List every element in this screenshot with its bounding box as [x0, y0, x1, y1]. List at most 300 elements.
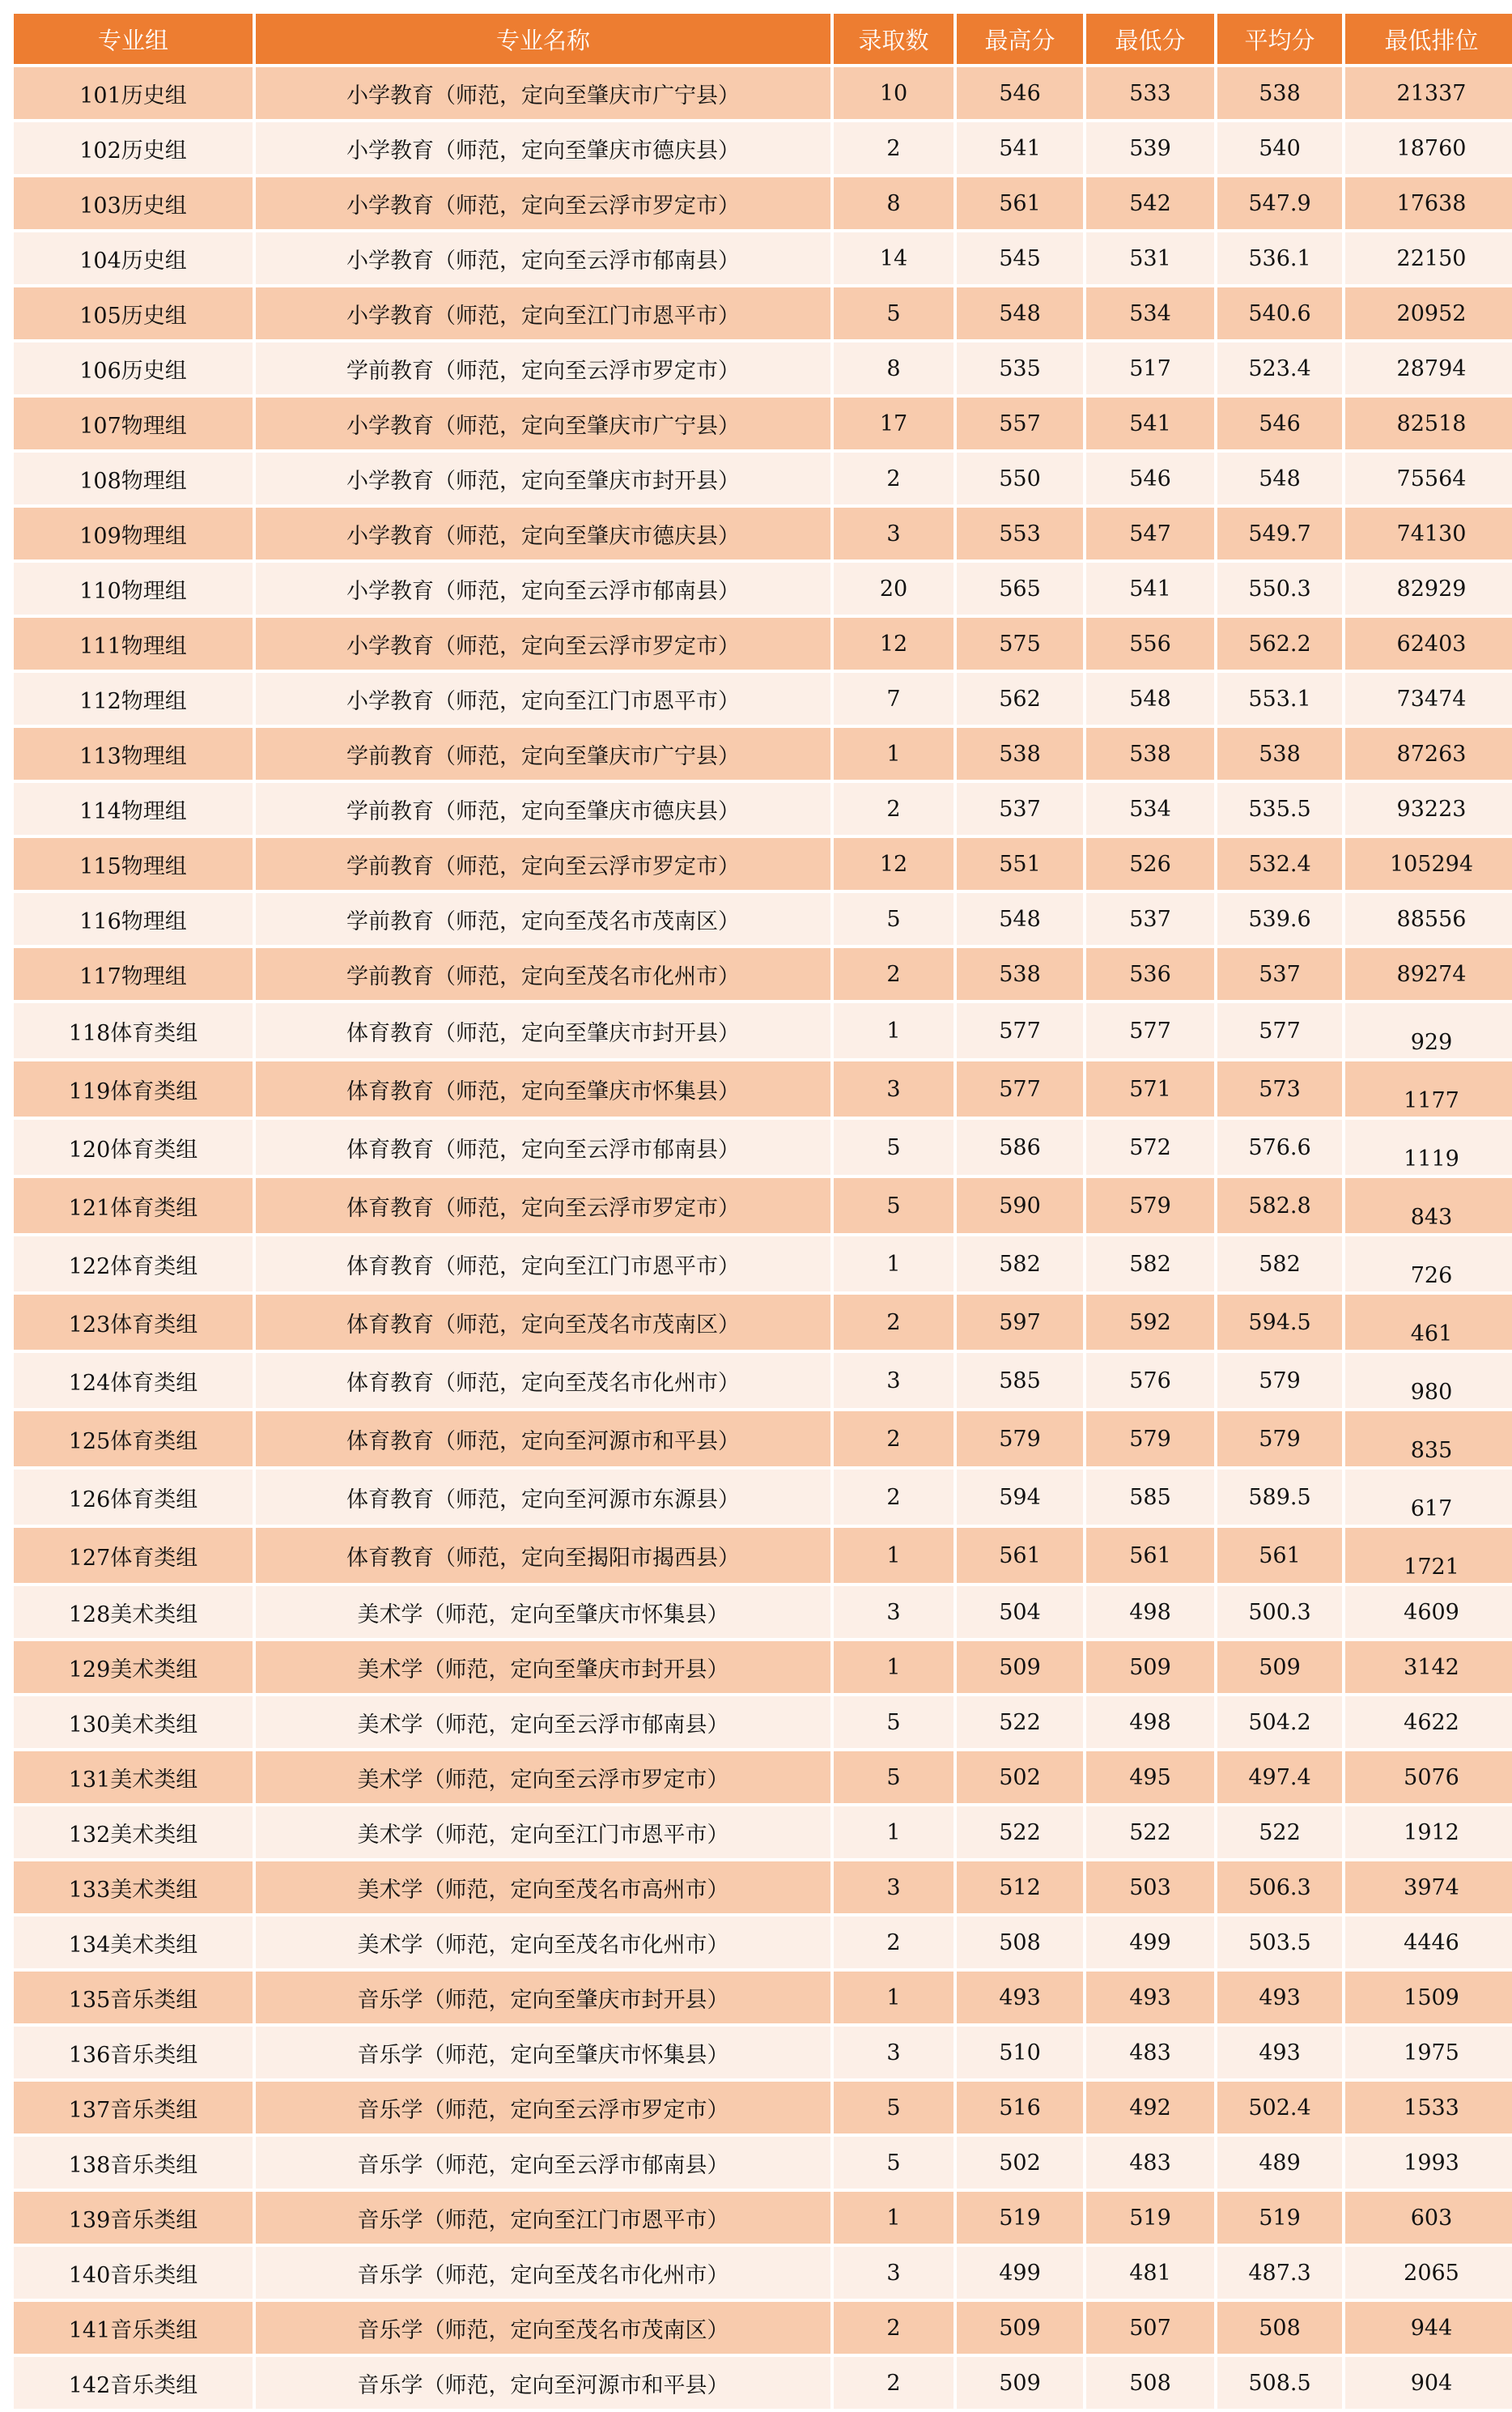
avg-score-cell: 582 [1217, 1236, 1342, 1291]
major-cell: 学前教育（师范，定向至肇庆市德庆县） [256, 783, 830, 835]
avg-score-cell: 535.5 [1217, 783, 1342, 835]
header-avg-score: 平均分 [1217, 14, 1342, 64]
admitted-cell: 17 [834, 398, 953, 449]
group-cell: 142音乐类组 [14, 2357, 253, 2409]
admitted-cell: 2 [834, 1470, 953, 1525]
min-rank-cell: 3142 [1345, 1641, 1512, 1693]
min-rank-cell: 4446 [1345, 1916, 1512, 1968]
avg-score-cell: 497.4 [1217, 1751, 1342, 1803]
admitted-cell: 14 [834, 232, 953, 284]
admitted-cell: 1 [834, 2192, 953, 2244]
table-row [14, 2137, 1512, 2189]
table-row [14, 2082, 1512, 2133]
min-score-cell: 577 [1086, 1003, 1214, 1058]
avg-score-cell: 547.9 [1217, 177, 1342, 229]
major-cell: 音乐学（师范，定向至云浮市郁南县） [256, 2137, 830, 2189]
admitted-cell: 1 [834, 1806, 953, 1858]
table-row [14, 2357, 1512, 2409]
header-min-score: 最低分 [1086, 14, 1214, 64]
max-score-cell: 548 [957, 893, 1083, 945]
major-cell: 体育教育（师范，定向至肇庆市封开县） [256, 1003, 830, 1058]
min-rank-cell: 1533 [1345, 2082, 1512, 2133]
min-score-cell: 533 [1086, 67, 1214, 119]
avg-score-cell: 536.1 [1217, 232, 1342, 284]
major-cell: 体育教育（师范，定向至肇庆市怀集县） [256, 1061, 830, 1117]
group-cell: 116物理组 [14, 893, 253, 945]
major-cell: 音乐学（师范，定向至茂名市化州市） [256, 2247, 830, 2299]
max-score-cell: 551 [957, 838, 1083, 890]
min-rank-cell: 1119 [1345, 1120, 1512, 1175]
max-score-cell: 561 [957, 1528, 1083, 1583]
admitted-cell: 3 [834, 2247, 953, 2299]
min-score-cell: 517 [1086, 342, 1214, 394]
min-score-cell: 579 [1086, 1411, 1214, 1466]
min-rank-cell: 73474 [1345, 673, 1512, 725]
major-cell: 小学教育（师范，定向至云浮市郁南县） [256, 232, 830, 284]
group-cell: 103历史组 [14, 177, 253, 229]
max-score-cell: 550 [957, 453, 1083, 504]
avg-score-cell: 589.5 [1217, 1470, 1342, 1525]
admitted-cell: 2 [834, 1411, 953, 1466]
min-rank-cell: 105294 [1345, 838, 1512, 890]
group-cell: 124体育类组 [14, 1353, 253, 1408]
max-score-cell: 499 [957, 2247, 1083, 2299]
major-cell: 体育教育（师范，定向至河源市和平县） [256, 1411, 830, 1466]
avg-score-cell: 562.2 [1217, 618, 1342, 670]
admitted-cell: 10 [834, 67, 953, 119]
major-cell: 学前教育（师范，定向至茂名市茂南区） [256, 893, 830, 945]
table-row [14, 1696, 1512, 1748]
avg-score-cell: 549.7 [1217, 508, 1342, 559]
major-cell: 体育教育（师范，定向至云浮市郁南县） [256, 1120, 830, 1175]
group-cell: 137音乐类组 [14, 2082, 253, 2133]
max-score-cell: 538 [957, 728, 1083, 780]
admitted-cell: 5 [834, 1178, 953, 1233]
admitted-cell: 20 [834, 563, 953, 615]
table-row [14, 783, 1512, 835]
max-score-cell: 504 [957, 1586, 1083, 1638]
major-cell: 小学教育（师范，定向至江门市恩平市） [256, 673, 830, 725]
min-score-cell: 526 [1086, 838, 1214, 890]
group-cell: 110物理组 [14, 563, 253, 615]
min-rank-cell: 1975 [1345, 2027, 1512, 2078]
min-score-cell: 547 [1086, 508, 1214, 559]
table-row [14, 2192, 1512, 2244]
min-rank-cell: 1509 [1345, 1972, 1512, 2023]
header-admitted: 录取数 [834, 14, 953, 64]
table-row [14, 122, 1512, 174]
min-score-cell: 507 [1086, 2302, 1214, 2354]
admitted-cell: 1 [834, 1972, 953, 2023]
min-rank-cell: 82518 [1345, 398, 1512, 449]
min-score-cell: 541 [1086, 563, 1214, 615]
admitted-cell: 5 [834, 893, 953, 945]
major-cell: 体育教育（师范，定向至揭阳市揭西县） [256, 1528, 830, 1583]
table-row [14, 1751, 1512, 1803]
max-score-cell: 502 [957, 1751, 1083, 1803]
major-cell: 音乐学（师范，定向至江门市恩平市） [256, 2192, 830, 2244]
min-rank-cell: 89274 [1345, 948, 1512, 1000]
max-score-cell: 502 [957, 2137, 1083, 2189]
table-row [14, 2302, 1512, 2354]
min-score-cell: 536 [1086, 948, 1214, 1000]
min-rank-cell: 88556 [1345, 893, 1512, 945]
major-cell: 音乐学（师范，定向至肇庆市怀集县） [256, 2027, 830, 2078]
admission-scores-table [11, 11, 1512, 2412]
admitted-cell: 5 [834, 1696, 953, 1748]
min-score-cell: 498 [1086, 1696, 1214, 1748]
avg-score-cell: 538 [1217, 728, 1342, 780]
min-rank-cell: 20952 [1345, 287, 1512, 339]
major-cell: 体育教育（师范，定向至茂名市茂南区） [256, 1295, 830, 1350]
max-score-cell: 508 [957, 1916, 1083, 1968]
avg-score-cell: 519 [1217, 2192, 1342, 2244]
major-cell: 小学教育（师范，定向至肇庆市广宁县） [256, 67, 830, 119]
avg-score-cell: 509 [1217, 1641, 1342, 1693]
table-row [14, 287, 1512, 339]
max-score-cell: 509 [957, 1641, 1083, 1693]
group-cell: 129美术类组 [14, 1641, 253, 1693]
min-score-cell: 522 [1086, 1806, 1214, 1858]
admitted-cell: 12 [834, 618, 953, 670]
major-cell: 小学教育（师范，定向至江门市恩平市） [256, 287, 830, 339]
table-row [14, 728, 1512, 780]
min-rank-cell: 1177 [1345, 1061, 1512, 1117]
min-rank-cell: 21337 [1345, 67, 1512, 119]
max-score-cell: 590 [957, 1178, 1083, 1233]
min-score-cell: 538 [1086, 728, 1214, 780]
table-body [14, 67, 1512, 2409]
table-row [14, 618, 1512, 670]
min-rank-cell: 1912 [1345, 1806, 1512, 1858]
avg-score-cell: 503.5 [1217, 1916, 1342, 1968]
major-cell: 音乐学（师范，定向至云浮市罗定市） [256, 2082, 830, 2133]
min-score-cell: 548 [1086, 673, 1214, 725]
min-score-cell: 585 [1086, 1470, 1214, 1525]
avg-score-cell: 594.5 [1217, 1295, 1342, 1350]
min-score-cell: 571 [1086, 1061, 1214, 1117]
major-cell: 小学教育（师范，定向至肇庆市德庆县） [256, 122, 830, 174]
admitted-cell: 1 [834, 1641, 953, 1693]
group-cell: 136音乐类组 [14, 2027, 253, 2078]
table-row [14, 838, 1512, 890]
table-row [14, 673, 1512, 725]
major-cell: 小学教育（师范，定向至云浮市郁南县） [256, 563, 830, 615]
min-rank-cell: 843 [1345, 1178, 1512, 1233]
max-score-cell: 537 [957, 783, 1083, 835]
admitted-cell: 5 [834, 1120, 953, 1175]
group-cell: 123体育类组 [14, 1295, 253, 1350]
avg-score-cell: 493 [1217, 2027, 1342, 2078]
max-score-cell: 522 [957, 1696, 1083, 1748]
admitted-cell: 3 [834, 1353, 953, 1408]
avg-score-cell: 546 [1217, 398, 1342, 449]
min-rank-cell: 1721 [1345, 1528, 1512, 1583]
admitted-cell: 3 [834, 508, 953, 559]
min-score-cell: 542 [1086, 177, 1214, 229]
max-score-cell: 541 [957, 122, 1083, 174]
group-cell: 115物理组 [14, 838, 253, 890]
table-row [14, 232, 1512, 284]
avg-score-cell: 539.6 [1217, 893, 1342, 945]
min-score-cell: 531 [1086, 232, 1214, 284]
max-score-cell: 522 [957, 1806, 1083, 1858]
min-score-cell: 582 [1086, 1236, 1214, 1291]
max-score-cell: 509 [957, 2357, 1083, 2409]
min-rank-cell: 82929 [1345, 563, 1512, 615]
admitted-cell: 5 [834, 1751, 953, 1803]
min-score-cell: 534 [1086, 287, 1214, 339]
min-score-cell: 576 [1086, 1353, 1214, 1408]
major-cell: 音乐学（师范，定向至河源市和平县） [256, 2357, 830, 2409]
avg-score-cell: 493 [1217, 1972, 1342, 2023]
admitted-cell: 2 [834, 948, 953, 1000]
major-cell: 美术学（师范，定向至肇庆市怀集县） [256, 1586, 830, 1638]
table-row [14, 1178, 1512, 1233]
group-cell: 140音乐类组 [14, 2247, 253, 2299]
min-rank-cell: 461 [1345, 1295, 1512, 1350]
max-score-cell: 545 [957, 232, 1083, 284]
group-cell: 120体育类组 [14, 1120, 253, 1175]
group-cell: 117物理组 [14, 948, 253, 1000]
max-score-cell: 557 [957, 398, 1083, 449]
admitted-cell: 3 [834, 1586, 953, 1638]
major-cell: 学前教育（师范，定向至肇庆市广宁县） [256, 728, 830, 780]
min-rank-cell: 93223 [1345, 783, 1512, 835]
major-cell: 小学教育（师范，定向至肇庆市德庆县） [256, 508, 830, 559]
admitted-cell: 3 [834, 1061, 953, 1117]
avg-score-cell: 506.3 [1217, 1861, 1342, 1913]
max-score-cell: 561 [957, 177, 1083, 229]
max-score-cell: 562 [957, 673, 1083, 725]
group-cell: 135音乐类组 [14, 1972, 253, 2023]
min-rank-cell: 929 [1345, 1003, 1512, 1058]
min-score-cell: 556 [1086, 618, 1214, 670]
min-score-cell: 508 [1086, 2357, 1214, 2409]
group-cell: 139音乐类组 [14, 2192, 253, 2244]
min-score-cell: 579 [1086, 1178, 1214, 1233]
max-score-cell: 493 [957, 1972, 1083, 2023]
max-score-cell: 512 [957, 1861, 1083, 1913]
table-row [14, 1295, 1512, 1350]
table-row [14, 342, 1512, 394]
major-cell: 音乐学（师范，定向至肇庆市封开县） [256, 1972, 830, 2023]
min-score-cell: 509 [1086, 1641, 1214, 1693]
admitted-cell: 5 [834, 2082, 953, 2133]
avg-score-cell: 548 [1217, 453, 1342, 504]
max-score-cell: 585 [957, 1353, 1083, 1408]
avg-score-cell: 502.4 [1217, 2082, 1342, 2133]
admitted-cell: 2 [834, 122, 953, 174]
max-score-cell: 597 [957, 1295, 1083, 1350]
min-score-cell: 546 [1086, 453, 1214, 504]
avg-score-cell: 550.3 [1217, 563, 1342, 615]
table-row [14, 2247, 1512, 2299]
group-cell: 104历史组 [14, 232, 253, 284]
admitted-cell: 2 [834, 453, 953, 504]
avg-score-cell: 532.4 [1217, 838, 1342, 890]
min-rank-cell: 62403 [1345, 618, 1512, 670]
table-row [14, 508, 1512, 559]
avg-score-cell: 540.6 [1217, 287, 1342, 339]
max-score-cell: 548 [957, 287, 1083, 339]
avg-score-cell: 577 [1217, 1003, 1342, 1058]
min-rank-cell: 74130 [1345, 508, 1512, 559]
header-min-rank: 最低排位 [1345, 14, 1512, 64]
group-cell: 133美术类组 [14, 1861, 253, 1913]
table-row [14, 1806, 1512, 1858]
table-row [14, 2027, 1512, 2078]
min-score-cell: 483 [1086, 2137, 1214, 2189]
admitted-cell: 2 [834, 1916, 953, 1968]
group-cell: 130美术类组 [14, 1696, 253, 1748]
group-cell: 125体育类组 [14, 1411, 253, 1466]
admitted-cell: 2 [834, 783, 953, 835]
min-rank-cell: 726 [1345, 1236, 1512, 1291]
table-row [14, 1120, 1512, 1175]
table-row [14, 453, 1512, 504]
group-cell: 106历史组 [14, 342, 253, 394]
min-score-cell: 492 [1086, 2082, 1214, 2133]
min-rank-cell: 835 [1345, 1411, 1512, 1466]
min-rank-cell: 944 [1345, 2302, 1512, 2354]
major-cell: 音乐学（师范，定向至茂名市茂南区） [256, 2302, 830, 2354]
header-row [14, 14, 1512, 64]
major-cell: 美术学（师范，定向至茂名市化州市） [256, 1916, 830, 1968]
major-cell: 体育教育（师范，定向至茂名市化州市） [256, 1353, 830, 1408]
table-row [14, 1470, 1512, 1525]
table-row [14, 1061, 1512, 1117]
major-cell: 小学教育（师范，定向至肇庆市封开县） [256, 453, 830, 504]
group-cell: 127体育类组 [14, 1528, 253, 1583]
max-score-cell: 519 [957, 2192, 1083, 2244]
group-cell: 132美术类组 [14, 1806, 253, 1858]
min-score-cell: 481 [1086, 2247, 1214, 2299]
min-rank-cell: 87263 [1345, 728, 1512, 780]
avg-score-cell: 576.6 [1217, 1120, 1342, 1175]
min-rank-cell: 980 [1345, 1353, 1512, 1408]
admitted-cell: 2 [834, 2302, 953, 2354]
major-cell: 小学教育（师范，定向至肇庆市广宁县） [256, 398, 830, 449]
avg-score-cell: 540 [1217, 122, 1342, 174]
major-cell: 学前教育（师范，定向至云浮市罗定市） [256, 342, 830, 394]
group-cell: 102历史组 [14, 122, 253, 174]
min-rank-cell: 1993 [1345, 2137, 1512, 2189]
group-cell: 107物理组 [14, 398, 253, 449]
avg-score-cell: 579 [1217, 1411, 1342, 1466]
avg-score-cell: 522 [1217, 1806, 1342, 1858]
group-cell: 126体育类组 [14, 1470, 253, 1525]
table-row [14, 563, 1512, 615]
admitted-cell: 2 [834, 1295, 953, 1350]
min-score-cell: 572 [1086, 1120, 1214, 1175]
min-score-cell: 519 [1086, 2192, 1214, 2244]
max-score-cell: 565 [957, 563, 1083, 615]
group-cell: 128美术类组 [14, 1586, 253, 1638]
table-row [14, 1916, 1512, 1968]
table-row [14, 1972, 1512, 2023]
min-score-cell: 537 [1086, 893, 1214, 945]
major-cell: 体育教育（师范，定向至河源市东源县） [256, 1470, 830, 1525]
table-row [14, 177, 1512, 229]
table-row [14, 1861, 1512, 1913]
group-cell: 119体育类组 [14, 1061, 253, 1117]
max-score-cell: 582 [957, 1236, 1083, 1291]
min-score-cell: 539 [1086, 122, 1214, 174]
admitted-cell: 8 [834, 342, 953, 394]
group-cell: 111物理组 [14, 618, 253, 670]
min-score-cell: 561 [1086, 1528, 1214, 1583]
major-cell: 美术学（师范，定向至肇庆市封开县） [256, 1641, 830, 1693]
admitted-cell: 3 [834, 1861, 953, 1913]
table-row [14, 948, 1512, 1000]
min-score-cell: 503 [1086, 1861, 1214, 1913]
group-cell: 134美术类组 [14, 1916, 253, 1968]
min-score-cell: 592 [1086, 1295, 1214, 1350]
min-score-cell: 483 [1086, 2027, 1214, 2078]
group-cell: 121体育类组 [14, 1178, 253, 1233]
major-cell: 体育教育（师范，定向至云浮市罗定市） [256, 1178, 830, 1233]
min-rank-cell: 75564 [1345, 453, 1512, 504]
header-max-score: 最高分 [957, 14, 1083, 64]
major-cell: 小学教育（师范，定向至云浮市罗定市） [256, 618, 830, 670]
table-row [14, 1003, 1512, 1058]
avg-score-cell: 500.3 [1217, 1586, 1342, 1638]
avg-score-cell: 508.5 [1217, 2357, 1342, 2409]
group-cell: 138音乐类组 [14, 2137, 253, 2189]
avg-score-cell: 561 [1217, 1528, 1342, 1583]
admitted-cell: 7 [834, 673, 953, 725]
table-row [14, 1236, 1512, 1291]
table-row [14, 1641, 1512, 1693]
group-cell: 105历史组 [14, 287, 253, 339]
admitted-cell: 12 [834, 838, 953, 890]
header-group: 专业组 [14, 14, 253, 64]
major-cell: 学前教育（师范，定向至茂名市化州市） [256, 948, 830, 1000]
avg-score-cell: 523.4 [1217, 342, 1342, 394]
group-cell: 131美术类组 [14, 1751, 253, 1803]
admitted-cell: 1 [834, 1528, 953, 1583]
group-cell: 101历史组 [14, 67, 253, 119]
min-rank-cell: 22150 [1345, 232, 1512, 284]
major-cell: 美术学（师范，定向至江门市恩平市） [256, 1806, 830, 1858]
min-rank-cell: 2065 [1345, 2247, 1512, 2299]
group-cell: 109物理组 [14, 508, 253, 559]
admitted-cell: 1 [834, 1003, 953, 1058]
avg-score-cell: 538 [1217, 67, 1342, 119]
max-score-cell: 510 [957, 2027, 1083, 2078]
min-rank-cell: 5076 [1345, 1751, 1512, 1803]
max-score-cell: 577 [957, 1003, 1083, 1058]
avg-score-cell: 537 [1217, 948, 1342, 1000]
group-cell: 122体育类组 [14, 1236, 253, 1291]
group-cell: 118体育类组 [14, 1003, 253, 1058]
admitted-cell: 1 [834, 1236, 953, 1291]
avg-score-cell: 508 [1217, 2302, 1342, 2354]
group-cell: 114物理组 [14, 783, 253, 835]
min-score-cell: 499 [1086, 1916, 1214, 1968]
table-row [14, 1586, 1512, 1638]
min-rank-cell: 603 [1345, 2192, 1512, 2244]
major-cell: 体育教育（师范，定向至江门市恩平市） [256, 1236, 830, 1291]
min-rank-cell: 904 [1345, 2357, 1512, 2409]
min-score-cell: 493 [1086, 1972, 1214, 2023]
min-rank-cell: 17638 [1345, 177, 1512, 229]
min-score-cell: 495 [1086, 1751, 1214, 1803]
admitted-cell: 3 [834, 2027, 953, 2078]
min-rank-cell: 3974 [1345, 1861, 1512, 1913]
min-rank-cell: 4622 [1345, 1696, 1512, 1748]
